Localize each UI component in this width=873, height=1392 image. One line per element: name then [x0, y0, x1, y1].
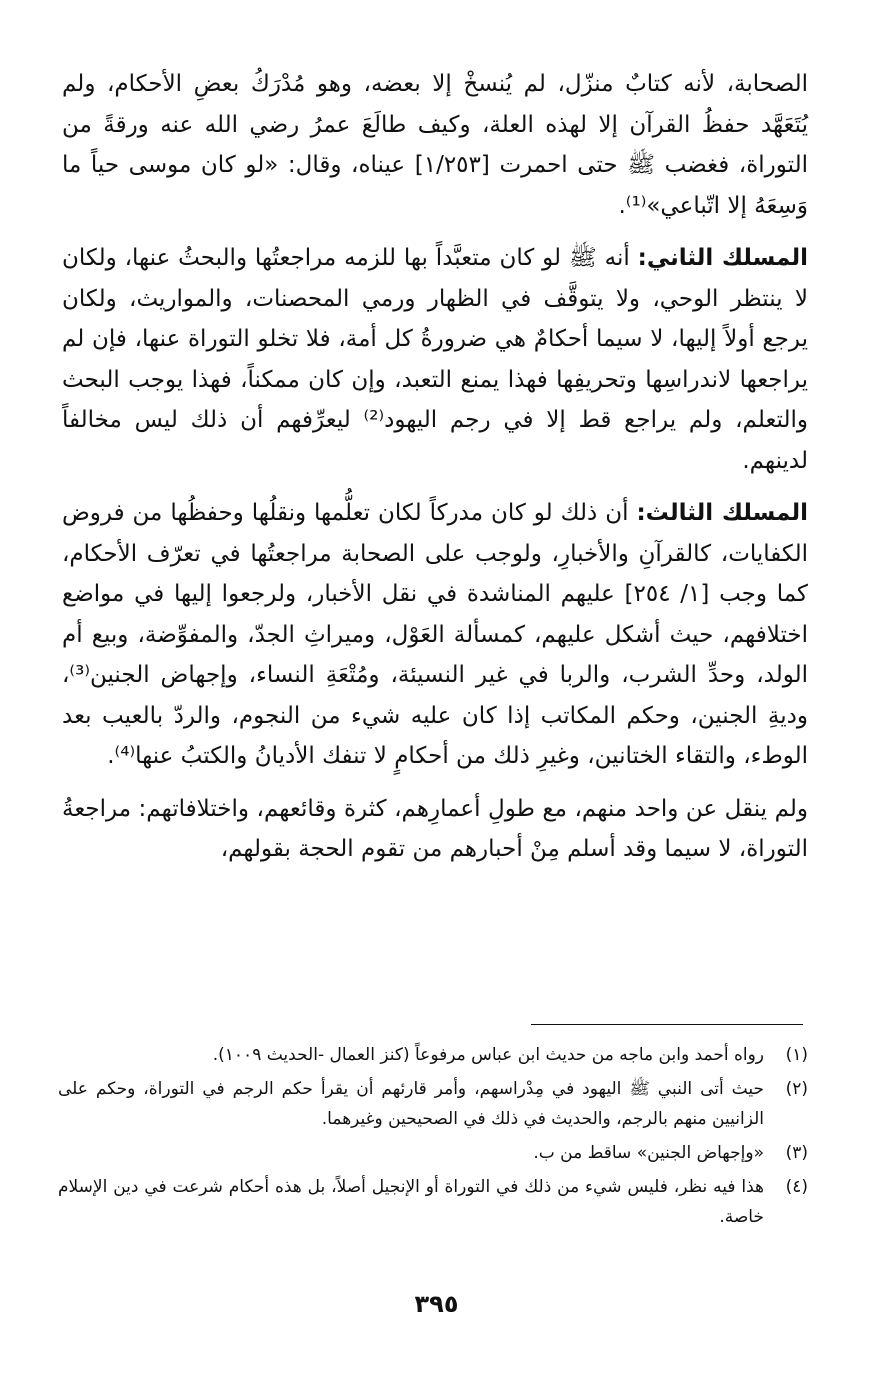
paragraph-1-text: الصحابة، لأنه كتابٌ منزّل، لم يُنسخْ إلا بعضه، وهو مُدْرَكُ بعضِ الأحكام، ولم يُتَعَهَّد حفظُ القرآن إلا لهذه العلة، وكيف طالَعَ عمرُ رضي الله عنه ورقةً من التوراة، فغضب ﷺ حتى احمرت [١/٢٥٣] عيناه، وقال: «لو كان موسى حياً ما وَسِعَهُ إلا اتّباعي»⁽¹⁾. — [62, 71, 808, 219]
footnote-4 — [58, 1172, 808, 1232]
paragraph-2 — [62, 238, 808, 481]
paragraph-3-lead: المسلك الثالث: — [636, 500, 808, 526]
footnote-4-number: (٤) — [785, 1177, 808, 1197]
footnote-3-text: «وإجهاض الجنين» ساقط من ب. — [533, 1143, 764, 1163]
paragraph-1 — [62, 64, 808, 226]
paragraph-4-text: ولم ينقل عن واحد منهم، مع طولِ أعمارِهم، كثرة وقائعهم، واختلافاتهم: مراجعةُ التوراة، لا سيما وقد أسلم مِنْ أحبارهم من تقوم الحجة بقولهم، — [62, 795, 808, 862]
footnotes — [58, 1040, 808, 1236]
paragraph-2-text: أنه ﷺ لو كان متعبَّداً بها للزمه مراجعتُها والبحثُ عنها، ولكان لا ينتظر الوحي، ولا يتوقَّف في الظهار ورمي المحصنات، والمواريث، ولكان يرجع أولاً إليها، لا سيما أحكامٌ هي ضرورةُ كل أمة، فلا تخلو التوراة عنها، فإن لم يراجعها لاندراسِها وتحريفِها فهذا يمنع التعبد، وإن كان ممكناً، فهذا يوجب البحث والتعلم، ولم يراجع قط إلا في رجم اليهود⁽²⁾ ليعرِّفهم أن ذلك ليس مخالفاً لدينهم. — [62, 245, 808, 474]
footnote-2-text: حيث أتى النبي ﷺ اليهود في مِدْراسهم، وأمر قارئهم أن يقرأ حكم الرجم في التوراة، وحكم على الزانيين منهم بالرجم، والحديث في ذلك في الصحيحين وغيرهما. — [58, 1079, 764, 1129]
footnote-4-text: هذا فيه نظر، فليس شيء من ذلك في التوراة أو الإنجيل أصلاً، بل هذه أحكام شرعت في دين الإسلام خاصة. — [58, 1177, 764, 1227]
paragraph-3-text: أن ذلك لو كان مدركاً لكان تعلُّمها ونقلُها وحفظُها من فروض الكفايات، كالقرآنِ والأخبارِ، ولوجب على الصحابة مراجعتُها في تعرّف الأحكام، كما وجب [١/ ٢٥٤] عليهم المناشدة في نقل الأخبار، ولرجعوا إليها في مواضع اختلافهم، حيث أشكل عليهم، كمسألة العَوْل، وميراثِ الجدّ، والمفوِّضة، وبيع أم الولد، وحدِّ الشرب، والربا في غير النسيئة، ومُتْعَةِ النساء، وإجهاض الجنين⁽³⁾، وديةِ الجنين، وحكم المكاتب إذا كان عليه شيء من النجوم، والردّ بالعيب بعد الوطء، والتقاء الختانين، وغيرِ ذلك من أحكامٍ لا تنفك الأديانُ والكتبُ عنها⁽⁴⁾. — [62, 500, 808, 769]
footnote-2-number: (٢) — [785, 1079, 808, 1099]
paragraph-2-lead: المسلك الثاني: — [637, 245, 808, 271]
footnote-3 — [58, 1138, 808, 1168]
footnote-1-number: (١) — [785, 1045, 808, 1065]
paragraph-4 — [62, 789, 808, 870]
footnote-separator — [531, 1024, 803, 1025]
page-number: ٣٩٥ — [414, 1290, 459, 1318]
footnote-3-number: (٣) — [785, 1143, 808, 1163]
paragraph-3 — [62, 493, 808, 777]
main-text — [62, 64, 808, 882]
footnote-2 — [58, 1074, 808, 1134]
footnote-1 — [58, 1040, 808, 1070]
footnote-1-text: رواه أحمد وابن ماجه من حديث ابن عباس مرفوعاً (كنز العمال -الحديث ١٠٠٩). — [212, 1045, 764, 1065]
